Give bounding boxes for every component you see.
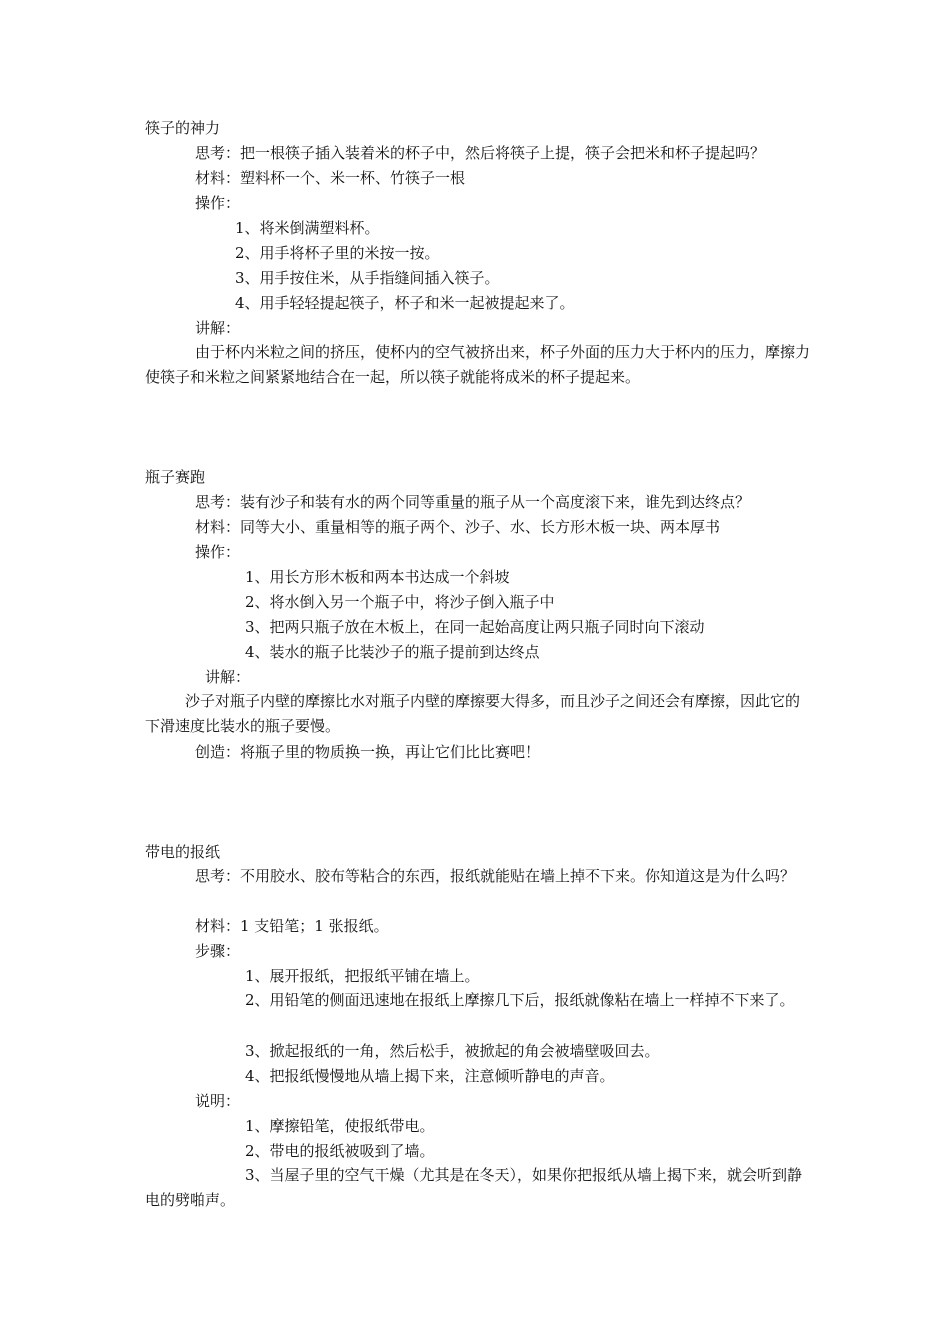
explain-paragraph: 沙子对瓶子内壁的摩擦比水对瓶子内壁的摩擦要大得多，而且沙子之间还会有摩擦，因此它的下滑速度比装水的瓶子要慢。 bbox=[145, 692, 801, 735]
step-item: 2、将水倒入另一个瓶子中，将沙子倒入瓶子中 bbox=[245, 593, 555, 611]
step-item: 4、装水的瓶子比装沙子的瓶子提前到达终点 bbox=[245, 643, 540, 661]
section-title: 带电的报纸 bbox=[145, 843, 221, 861]
section-title: 筷子的神力 bbox=[145, 119, 221, 137]
create-text: 创造：将瓶子里的物质换一换，再让它们比比赛吧！ bbox=[195, 743, 541, 761]
ops-label: 操作： bbox=[195, 194, 241, 212]
step-item: 1、用长方形木板和两本书达成一个斜坡 bbox=[245, 568, 510, 586]
note-item: 3、当屋子里的空气干燥（尤其是在冬天），如果你把报纸从墙上揭下来，就会听到静电的劈啪声。 bbox=[145, 1166, 803, 1209]
step-item: 3、用手按住米，从手指缝间插入筷子。 bbox=[235, 269, 500, 287]
step-item: 3、掀起报纸的一角，然后松手，被掀起的角会被墙壁吸回去。 bbox=[245, 1042, 660, 1060]
think-paragraph: 思考：不用胶水、胶布等粘合的东西，报纸就能贴在墙上掉不下来。你知道这是为什么吗？ bbox=[195, 867, 796, 885]
step-item: 1、展开报纸，把报纸平铺在墙上。 bbox=[245, 967, 480, 985]
steps-label: 步骤： bbox=[195, 942, 241, 960]
step-item: 3、把两只瓶子放在木板上，在同一起始高度让两只瓶子同时向下滚动 bbox=[245, 618, 705, 636]
step-item: 1、将米倒满塑料杯。 bbox=[235, 219, 380, 237]
materials-text: 材料：1 支铅笔；1 张报纸。 bbox=[195, 917, 389, 935]
explain-label: 讲解： bbox=[205, 668, 251, 686]
step-item: 2、用铅笔的侧面迅速地在报纸上摩擦几下后，报纸就像粘在墙上一样掉不下来了。 bbox=[245, 991, 795, 1009]
explain-label: 讲解： bbox=[195, 319, 241, 337]
ops-label: 操作： bbox=[195, 543, 241, 561]
explain-paragraph: 由于杯内米粒之间的挤压，使杯内的空气被挤出来，杯子外面的压力大于杯内的压力，摩擦力使筷子和米粒之间紧紧地结合在一起，所以筷子就能将成米的杯子提起来。 bbox=[145, 343, 811, 386]
materials-text: 材料：同等大小、重量相等的瓶子两个、沙子、水、长方形木板一块、两本厚书 bbox=[195, 518, 721, 536]
step-item: 4、用手轻轻提起筷子，杯子和米一起被提起来了。 bbox=[235, 294, 575, 312]
note-item: 2、带电的报纸被吸到了墙。 bbox=[245, 1142, 435, 1160]
think-text: 思考：把一根筷子插入装着米的杯子中，然后将筷子上提，筷子会把米和杯子提起吗？ bbox=[195, 144, 766, 162]
step-item: 4、把报纸慢慢地从墙上揭下来，注意倾听静电的声音。 bbox=[245, 1067, 615, 1085]
think-text: 思考：装有沙子和装有水的两个同等重量的瓶子从一个高度滚下来，谁先到达终点？ bbox=[195, 493, 751, 511]
step-item: 2、用手将杯子里的米按一按。 bbox=[235, 244, 440, 262]
materials-text: 材料：塑料杯一个、米一杯、竹筷子一根 bbox=[195, 169, 466, 187]
notes-label: 说明： bbox=[195, 1092, 241, 1110]
section-title: 瓶子赛跑 bbox=[145, 468, 206, 486]
note-item: 1、摩擦铅笔，使报纸带电。 bbox=[245, 1117, 435, 1135]
